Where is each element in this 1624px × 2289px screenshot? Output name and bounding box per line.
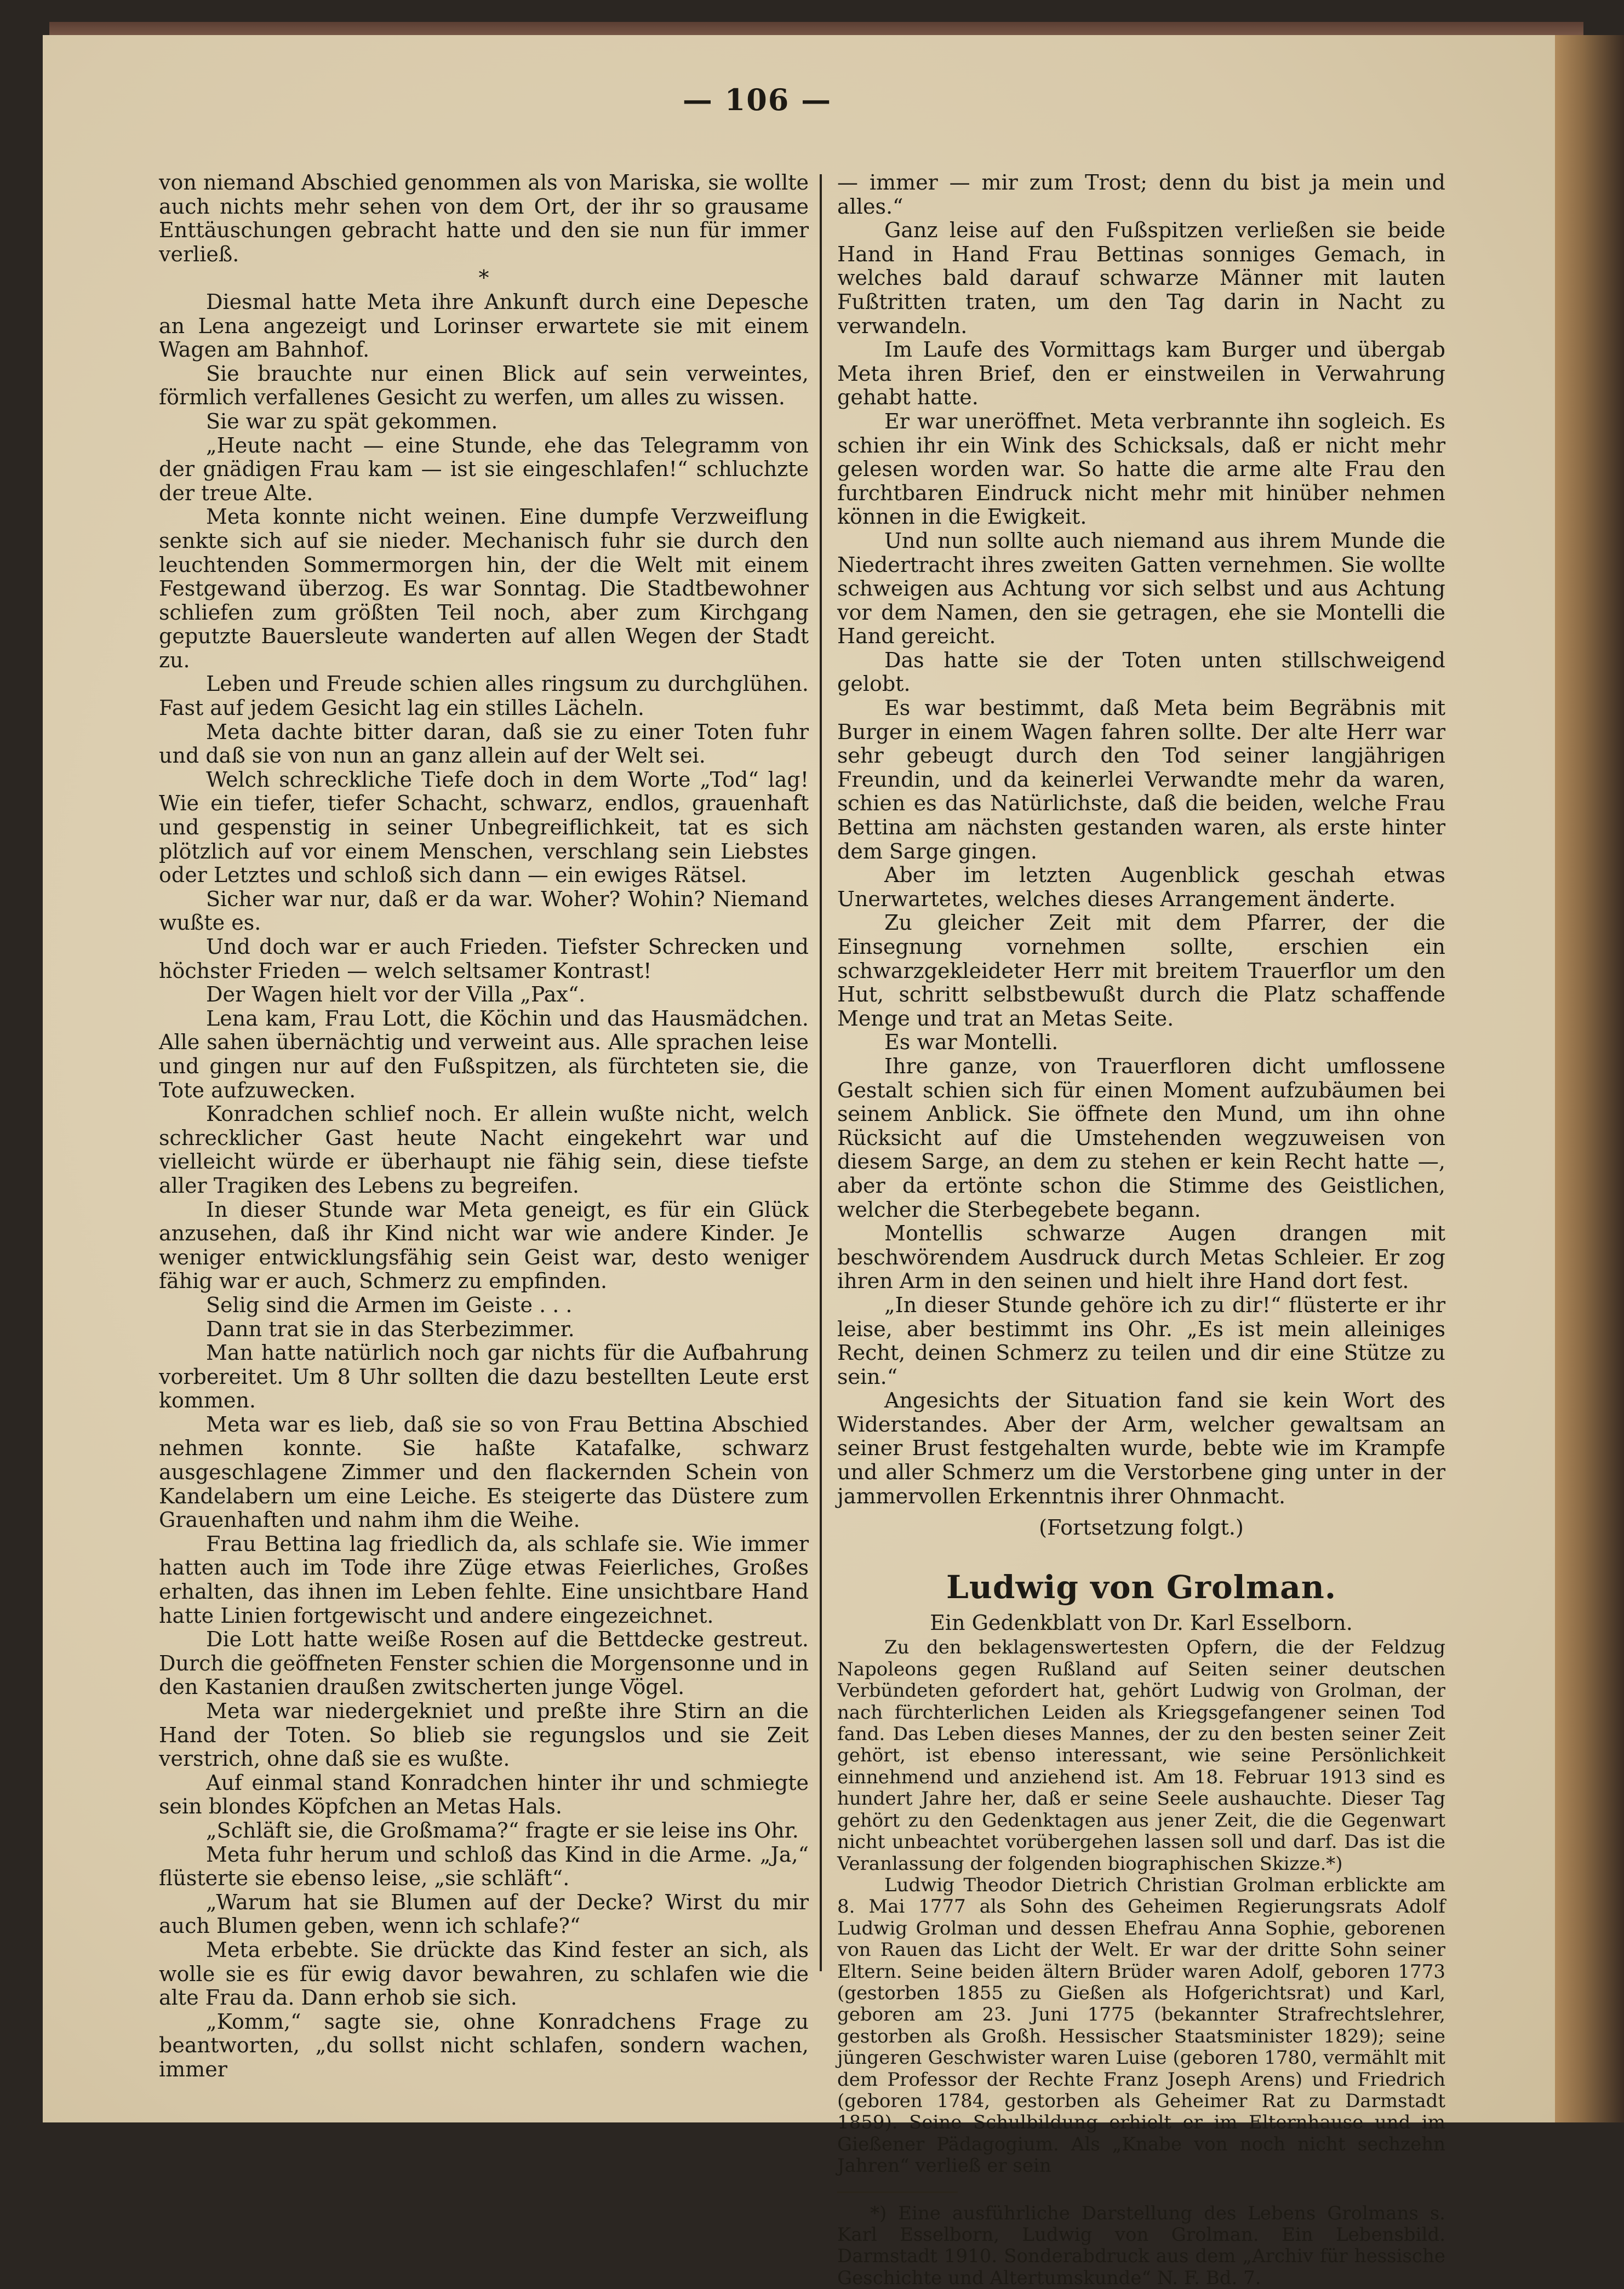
paragraph: Dann trat sie in das Sterbezimmer.: [206, 1317, 575, 1341]
paragraph: Meta erbebte. Sie drückte das Kind fester an sich, als wolle sie es für ewig davor bewahren, zu schlafen wie die alte Frau da. Dann erhob sie sich.: [159, 1937, 809, 2010]
book-edge: [1555, 35, 1624, 2122]
paragraph: „Warum hat sie Blumen auf der Decke? Wirst du mir auch Blumen geben, wenn ich schlafe?“: [159, 1890, 809, 1938]
paragraph: „In dieser Stunde gehöre ich zu dir!“ flüsterte er ihr leise, aber bestimmt ins Ohr. „Es ist mein alleiniges Recht, deinen Schmerz zu teilen und dir eine Stütze zu sein.“: [837, 1292, 1445, 1389]
paragraph: Im Laufe des Vormittags kam Burger und übergab Meta ihren Brief, den er einstweilen in Verwahrung gehabt hatte.: [837, 337, 1445, 410]
paragraph: „Komm,“ sagte sie, ohne Konradchens Frage zu beantworten, „du sollst nicht schlafen, sondern wachen, immer: [159, 2009, 809, 2081]
section-separator: *: [478, 266, 489, 290]
footnote: *) Eine ausführliche Darstellung des Lebens Grolmans s. Karl Esselborn, Ludwig von Grolman. Ein Lebensbild. Darmstadt 1910. Sonderabdruck aus dem „Archiv für hessische Geschichte und Altertumskunde“ N. F. Bd. 7.: [837, 2202, 1445, 2289]
paragraph: Aber im letzten Augenblick geschah etwas Unerwartetes, welches dieses Arrangement änderte.: [837, 863, 1445, 911]
paragraph: Diesmal hatte Meta ihre Ankunft durch eine Depesche an Lena angezeigt und Lorinser erwartete sie mit einem Wagen am Bahnhof.: [159, 289, 809, 362]
paragraph: Auf einmal stand Konradchen hinter ihr und schmiegte sein blondes Köpfchen an Metas Hals.: [159, 1770, 809, 1819]
article-subtitle: Ein Gedenkblatt von Dr. Karl Esselborn.: [930, 1610, 1353, 1635]
paragraph: Zu gleicher Zeit mit dem Pfarrer, der die Einsegnung vornehmen sollte, erschien ein schwarzgekleideter Herr mit breitem Trauerflor um den Hut, schritt selbstbewußt durch die Platz schaffende Menge und trat an Metas Seite.: [837, 911, 1445, 1031]
paragraph: Das hatte sie der Toten unten stillschweigend gelobt.: [837, 648, 1445, 696]
paragraph: Es war Montelli.: [884, 1030, 1059, 1055]
article-paragraph: Ludwig Theodor Dietrich Christian Grolman erblickte am 8. Mai 1777 als Sohn des Geheimen Regierungsrats Adolf Ludwig Grolman und dessen Ehefrau Anna Sophie, geborenen von Rauen das Licht der Welt. Er war der dritte Sohn seiner Eltern. Seine beiden ältern Brüder waren Adolf, geboren 1773 (gestorben 1855 zu Gießen als Hofgerichtsrat) und Karl, geboren am 23. Juni 1775 (bekannter Strafrechtslehrer, gestorben als Großh. Hessischer Staatsminister 1829); seine jüngeren Geschwister waren Luise (geboren 1780, vermählt mit dem Professor der Rechte Franz Joseph Arens) und Friedrich (geboren 1784, gestorben als Geheimer Rat zu Darmstadt 1859). Seine Schulbildung erhielt er im Elternhause und im Gießener Pädagogium. Als „Knabe von noch nicht sechzehn Jahren“ verließ er sein: [837, 1874, 1445, 2177]
left-column: [159, 171, 809, 2082]
paragraph: Er war uneröffnet. Meta verbrannte ihn sogleich. Es schien ihr ein Wink des Schicksals, daß er nicht mehr gelesen worden war. So hatte die arme alte Frau den furchtbaren Eindruck nicht mehr mit hinüber nehmen können in die Ewigkeit.: [837, 409, 1445, 529]
continuation-note: (Fortsetzung folgt.): [1039, 1515, 1244, 1540]
paragraph: Meta dachte bitter daran, daß sie zu einer Toten fuhr und daß sie von nun an ganz allein auf der Welt sei.: [159, 719, 809, 768]
column-divider: [820, 174, 822, 1971]
paragraph: Meta konnte nicht weinen. Eine dumpfe Verzweiflung senkte sich auf sie nieder. Mechanisch fuhr sie durch den leuchtenden Sommermorgen hin, der die Welt mit einem Festgewand überzog. Es war Sonntag. Die Stadtbewohner schliefen zum größten Teil noch, aber zum Kirchgang geputzte Bauersleute wanderten auf allen Wegen der Stadt zu.: [159, 505, 809, 672]
paragraph: Der Wagen hielt vor der Villa „Pax“.: [206, 982, 586, 1007]
paragraph: Ganz leise auf den Fußspitzen verließen sie beide Hand in Hand Frau Bettinas sonniges Gemach, in welches bald darauf schwarze Männer mit lauten Fußtritten traten, um den Tag darin in Nacht zu verwandeln.: [837, 218, 1445, 338]
paragraph: In dieser Stunde war Meta geneigt, es für ein Glück anzusehen, daß ihr Kind nicht war wie andere Kinder. Je weniger entwicklungsfähig sein Geist war, desto weniger fähig war er auch, Schmerz zu empfinden.: [159, 1197, 809, 1294]
paragraph: — immer — mir zum Trost; denn du bist ja mein und alles.“: [837, 170, 1445, 219]
paragraph: Meta fuhr herum und schloß das Kind in die Arme. „Ja,“ flüsterte sie ebenso leise, „sie schläft“.: [159, 1842, 809, 1891]
paragraph: Frau Bettina lag friedlich da, als schlafe sie. Wie immer hatten auch im Tode ihre Züge etwas Feierliches, Großes erhalten, das ihnen im Leben fehlte. Eine unsichtbare Hand hatte Linien fortgewischt und andere eingezeichnet.: [159, 1531, 809, 1628]
paragraph: Sie brauchte nur einen Blick auf sein verweintes, förmlich verfallenes Gesicht zu werfen, um alles zu wissen.: [159, 361, 809, 410]
paragraph: Lena kam, Frau Lott, die Köchin und das Hausmädchen. Alle sahen übernächtig und verweint aus. Alle sprachen leise und gingen nur auf den Fußspitzen, als fürchteten sie, die Tote aufzuwecken.: [159, 1006, 809, 1102]
article-title: Ludwig von Grolman.: [946, 1568, 1337, 1606]
paragraph: Ihre ganze, von Trauerfloren dicht umflossene Gestalt schien sich für einen Moment aufzubäumen bei seinem Anblick. Sie öffnete den Mund, um ihn ohne Rücksicht auf die Umstehenden wegzuweisen von diesem Sarge, an dem zu stehen er kein Recht hatte —, aber da ertönte schon die Stimme des Geistlichen, welcher die Sterbegebete begann.: [837, 1054, 1445, 1222]
paragraph: Und doch war er auch Frieden. Tiefster Schrecken und höchster Frieden — welch seltsamer Kontrast!: [159, 935, 809, 983]
paragraph: Sie war zu spät gekommen.: [206, 409, 498, 433]
paragraph: Angesichts der Situation fand sie kein Wort des Widerstandes. Aber der Arm, welcher gewaltsam an seiner Brust festgehalten wurde, bebte wie im Krampfe und aller Schmerz um die Verstorbene ging unter in der jammervollen Erkenntnis ihrer Ohnmacht.: [837, 1388, 1445, 1508]
paragraph: Sicher war nur, daß er da war. Woher? Wohin? Niemand wußte es.: [159, 886, 809, 935]
article-paragraph: Zu den beklagenswertesten Opfern, die der Feldzug Napoleons gegen Rußland auf Seiten seiner deutschen Verbündeten gefordert hat, gehört Ludwig von Grolman, der nach fürchterlichen Leiden als Kriegsgefangener seinen Tod fand. Das Leben dieses Mannes, der zu den besten seiner Zeit gehört, ist ebenso interessant, wie seine Persönlichkeit einnehmend und anziehend ist. Am 18. Februar 1913 sind es hundert Jahre her, daß er seine Seele aushauchte. Dieser Tag gehört zu den Gedenktagen aus jener Zeit, die die Gegenwart nicht unbeachtet vorübergehen lassen soll und darf. Das ist die Veranlassung der folgenden biographischen Skizze.*): [837, 1636, 1445, 1875]
paragraph: Konradchen schlief noch. Er allein wußte nicht, welch schrecklicher Gast heute Nacht eingekehrt war und vielleicht würde er überhaupt nie fähig sein, diese tiefste aller Tragiken des Lebens zu begreifen.: [159, 1102, 809, 1198]
footnote-rule: [837, 2191, 958, 2193]
right-column: [837, 171, 1445, 2289]
paragraph: „Heute nacht — eine Stunde, ehe das Telegramm von der gnädigen Frau kam — ist sie eingeschlafen!“ schluchzte der treue Alte.: [159, 433, 809, 505]
paragraph: Und nun sollte auch niemand aus ihrem Munde die Niedertracht ihres zweiten Gatten vernehmen. Sie wollte schweigen aus Achtung vor sich selbst und aus Achtung vor dem Namen, den sie getragen, ehe sie Montelli die Hand gereicht.: [837, 528, 1445, 649]
paragraph: Montellis schwarze Augen drangen mit beschwörendem Ausdruck durch Metas Schleier. Er zog ihren Arm in den seinen und hielt ihre Hand dort fest.: [837, 1221, 1445, 1294]
paragraph: Leben und Freude schien alles ringsum zu durchglühen. Fast auf jedem Gesicht lag ein stilles Lächeln.: [159, 672, 809, 720]
paragraph: Es war bestimmt, daß Meta beim Begräbnis mit Burger in einem Wagen fahren sollte. Der alte Herr war sehr gebeugt durch den Tod seiner langjährigen Freundin, und da keinerlei Verwandte mehr da waren, schien es das Natürlichste, daß die beiden, welche Frau Bettina am nächsten gestanden waren, als erste hinter dem Sarge gingen.: [837, 696, 1445, 863]
paragraph: Selig sind die Armen im Geiste . . .: [206, 1292, 573, 1317]
page-number: — 106 —: [682, 82, 832, 117]
paragraph: von niemand Abschied genommen als von Mariska, sie wollte auch nichts mehr sehen von dem Ort, der ihr so grausame Enttäuschungen gebracht hatte und den sie nun für immer verließ.: [159, 170, 809, 266]
paragraph: Meta war niedergekniet und preßte ihre Stirn an die Hand der Toten. So blieb sie regungslos und sie Zeit verstrich, ohne daß sie es wußte.: [159, 1699, 809, 1771]
paragraph: Meta war es lieb, daß sie so von Frau Bettina Abschied nehmen konnte. Sie haßte Katafalke, schwarz ausgeschlagene Zimmer und den flackernden Schein von Kandelabern um eine Leiche. Es steigerte das Düstere zum Grauenhaften und nahm ihm die Weihe.: [159, 1412, 809, 1532]
paragraph: Man hatte natürlich noch gar nichts für die Aufbahrung vorbereitet. Um 8 Uhr sollten die dazu bestellten Leute erst kommen.: [159, 1341, 809, 1413]
paragraph: Welch schreckliche Tiefe doch in dem Worte „Tod“ lag! Wie ein tiefer, tiefer Schacht, schwarz, endlos, grauenhaft und gespenstig in seiner Unbegreiflichkeit, tat es sich plötzlich auf vor einem Menschen, verschlang sein Liebstes oder Letztes und schloß sich dann — ein ewiges Rätsel.: [159, 767, 809, 888]
paragraph: „Schläft sie, die Großmama?“ fragte er sie leise ins Ohr.: [206, 1818, 799, 1842]
paragraph: Die Lott hatte weiße Rosen auf die Bettdecke gestreut. Durch die geöffneten Fenster schien die Morgensonne und in den Kastanien draußen zwitscherten junge Vögel.: [159, 1627, 809, 1699]
